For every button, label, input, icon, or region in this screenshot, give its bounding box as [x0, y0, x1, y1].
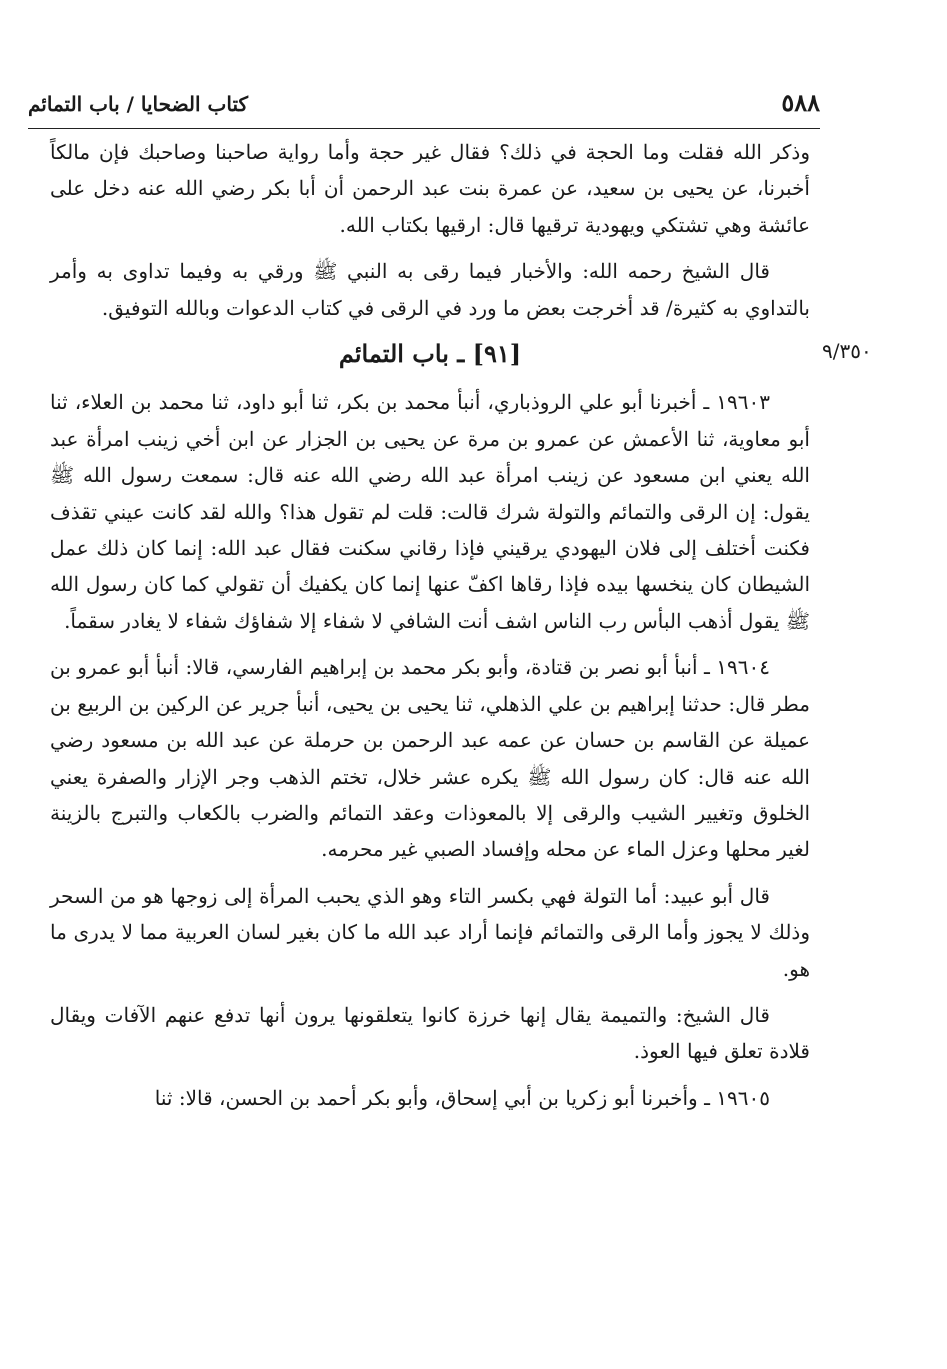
hadith-19603: ١٩٦٠٣ ـ أخبرنا أبو علي الروذباري، أنبأ محمد بن بكر، ثنا أبو داود، ثنا محمد بن العلاء، ثنا أبو معاوية، ثنا الأعمش عن عمرو بن مرة عن يحيى بن الجزار عن ابن أخي زينب امرأة عبد الله يعني ابن مسعود عن زينب امرأة عبد الله رضي الله عنه قال: سمعت رسول الله ﷺ يقول: إن الرقى والتمائم والتولة شرك قالت: قلت لم تقول هذا؟ والله لقد كانت عيني تقذف فكنت أختلف إلى فلان اليهودي يرقيني فإذا رقاني سكنت فقال عبد الله: إنما كان ذلك عمل الشيطان كان ينخسها بيده فإذا رقاها اكفّ عنها إنما كان يكفيك أن تقولي كما كان رسول الله ﷺ يقول أذهب البأس رب الناس اشف أنت الشافي لا شفاء إلا شفاؤك شفاء لا يغادر سقماً. [50, 390, 810, 633]
page-body [50, 134, 810, 1126]
paragraph-sheikh-remark: قال الشيخ رحمه الله: والأخبار فيما رقى به النبي ﷺ ورقي به وفيما تداوى به وأمر بالتداوي به كثيرة/ قد أخرجت بعض ما ورد في الرقى في كتاب الدعوات وبالله التوفيق. [50, 259, 810, 320]
hadith-19605: ١٩٦٠٥ ـ وأخبرنا أبو زكريا بن أبي إسحاق، وأبو بكر أحمد بن الحسن، قالا: ثنا [154, 1085, 770, 1110]
section-title: [٩١] ـ باب التمائم [338, 339, 522, 369]
paragraph-continuation: وذكر الله فقلت وما الحجة في ذلك؟ فقال غير حجة وأما رواية صاحبنا وصاحبك فإن مالكاً أخبرنا، عن يحيى بن سعيد، عن عمرة بنت عبد الرحمن أن أبا بكر رضي الله عنه دخل على عائشة وهي تشتكي ويهودية ترقيها قال: ارقيها بكتاب الله. [50, 140, 810, 237]
hadith-19604: ١٩٦٠٤ ـ أنبأ أبو نصر بن قتادة، وأبو بكر محمد بن إبراهيم الفارسي، قالا: أنبأ أبو عمرو بن مطر قال: حدثنا إبراهيم بن علي الذهلي، ثنا يحيى بن يحيى، أنبأ جرير عن الركين بن الربيع بن عميلة عن القاسم بن حسان عن عمه عبد الرحمن بن حرملة عن عبد الله بن مسعود رضي الله عنه قال: كان رسول الله ﷺ يكره عشر خلال، تختم الذهب وجر الإزار والصفرة يعني الخلوق وتغيير الشيب والرقى إلا بالمعوذات وعقد التمائم والضرب بالكعاب والتبرج بالزينة لغير محلها وعزل الماء عن محله وإفساد الصبي غير محرمه. [50, 655, 810, 862]
margin-volume-reference: ٩/٣٥٠ [822, 339, 872, 363]
paragraph-sheikh-tamima: قال الشيخ: والتميمة يقال إنها خرزة كانوا يتعلقونها يرون أنها تدفع عنهم الآفات ويقال قلادة تعلق فيها العوذ. [50, 1002, 810, 1064]
page-header [28, 88, 820, 129]
page-number: ٥٨٨ [781, 88, 820, 117]
running-title: كتاب الضحايا / باب التمائم [28, 92, 256, 116]
paragraph-abu-ubaid: قال أبو عبيد: أما التولة فهي بكسر التاء وهو الذي يحبب المرأة إلى زوجها هو من السحر وذلك لا يجوز وأما الرقى والتمائم فإنما أراد عبد الله ما كان بغير لسان العربية مما لا يدرى ما هو. [50, 883, 810, 981]
